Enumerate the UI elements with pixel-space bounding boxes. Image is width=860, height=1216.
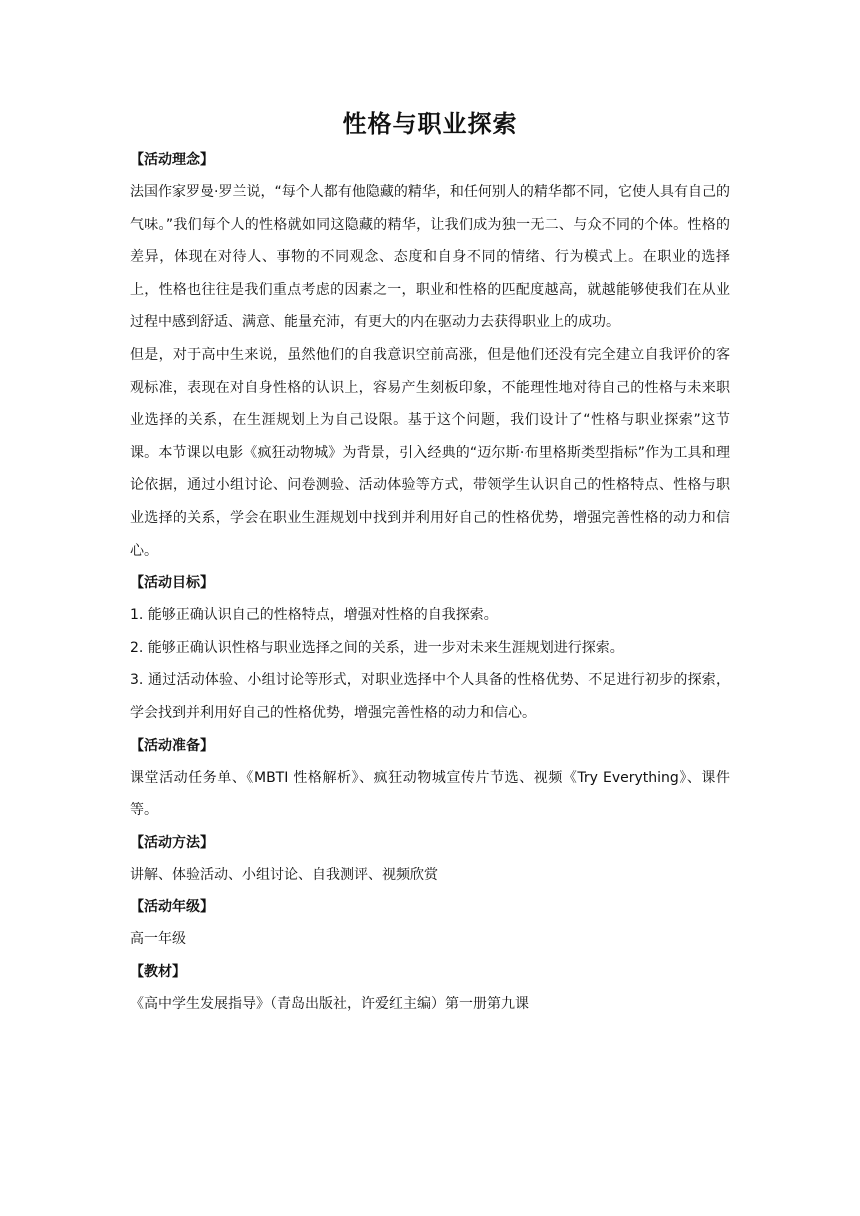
section-heading-concept: 【活动理念】 [130, 152, 214, 168]
section-concept [130, 144, 730, 567]
goal-item-3: 3. 通过活动体验、小组讨论等形式，对职业选择中个人具备的性格优势、不足进行初步的探索，学会找到并利用好自己的性格优势，增强完善性格的动力和信心。 [130, 672, 730, 721]
textbook-text: 《高中学生发展指导》（青岛出版社，许爱红主编）第一册第九课 [130, 995, 529, 1012]
section-goals [130, 567, 730, 729]
section-grade [130, 891, 730, 956]
goal-item-2: 2. 能够正确认识性格与职业选择之间的关系，进一步对未来生涯规划进行探索。 [130, 639, 624, 656]
grade-text: 高一年级 [130, 931, 186, 948]
section-methods [130, 827, 730, 892]
concept-paragraph-1: 法国作家罗曼·罗兰说，“每个人都有他隐藏的精华，和任何别人的精华都不同，它使人具有自己的气味。”我们每个人的性格就如同这隐藏的精华，让我们成为独一无二、与众不同的个体。性格的差异，体现在对待人、事物的不同观念、态度和自身不同的情绪、行为模式上。在职业的选择上，性格也往往是我们重点考虑的因素之一，职业和性格的匹配度越高，就越能够使我们在从业过程中感到舒适、满意、能量充沛，有更大的内在驱动力去获得职业上的成功。 [130, 184, 730, 331]
document-page [130, 104, 730, 1020]
section-preparation [130, 730, 730, 827]
methods-text: 讲解、体验活动、小组讨论、自我测评、视频欣赏 [130, 866, 438, 883]
concept-paragraph-2: 但是，对于高中生来说，虽然他们的自我意识空前高涨，但是他们还没有完全建立自我评价的客观标准，表现在对自身性格的认识上，容易产生刻板印象，不能理性地对待自己的性格与未来职业选择的关系，在生涯规划上为自己设限。基于这个问题，我们设计了“性格与职业探索”这节课。本节课以电影《疯狂动物城》为背景，引入经典的“迈尔斯·布里格斯类型指标”作为工具和理论依据，通过小组讨论、问卷测验、活动体验等方式，带领学生认识自己的性格特点、性格与职业选择的关系，学会在职业生涯规划中找到并利用好自己的性格优势，增强完善性格的动力和信心。 [130, 346, 730, 559]
section-heading-grade: 【活动年级】 [130, 899, 214, 916]
section-heading-methods: 【活动方法】 [130, 834, 214, 851]
section-heading-goals: 【活动目标】 [130, 575, 214, 592]
preparation-text: 课堂活动任务单、《MBTI 性格解析》、疯狂动物城宣传片节选、视频《Try Everything》、课件等。 [130, 769, 730, 819]
section-heading-textbook: 【教材】 [130, 963, 186, 980]
document-title: 性格与职业探索 [342, 110, 518, 138]
section-textbook [130, 956, 730, 1021]
goal-item-1: 1. 能够正确认识自己的性格特点，增强对性格的自我探索。 [130, 607, 498, 624]
section-heading-preparation: 【活动准备】 [130, 737, 214, 754]
